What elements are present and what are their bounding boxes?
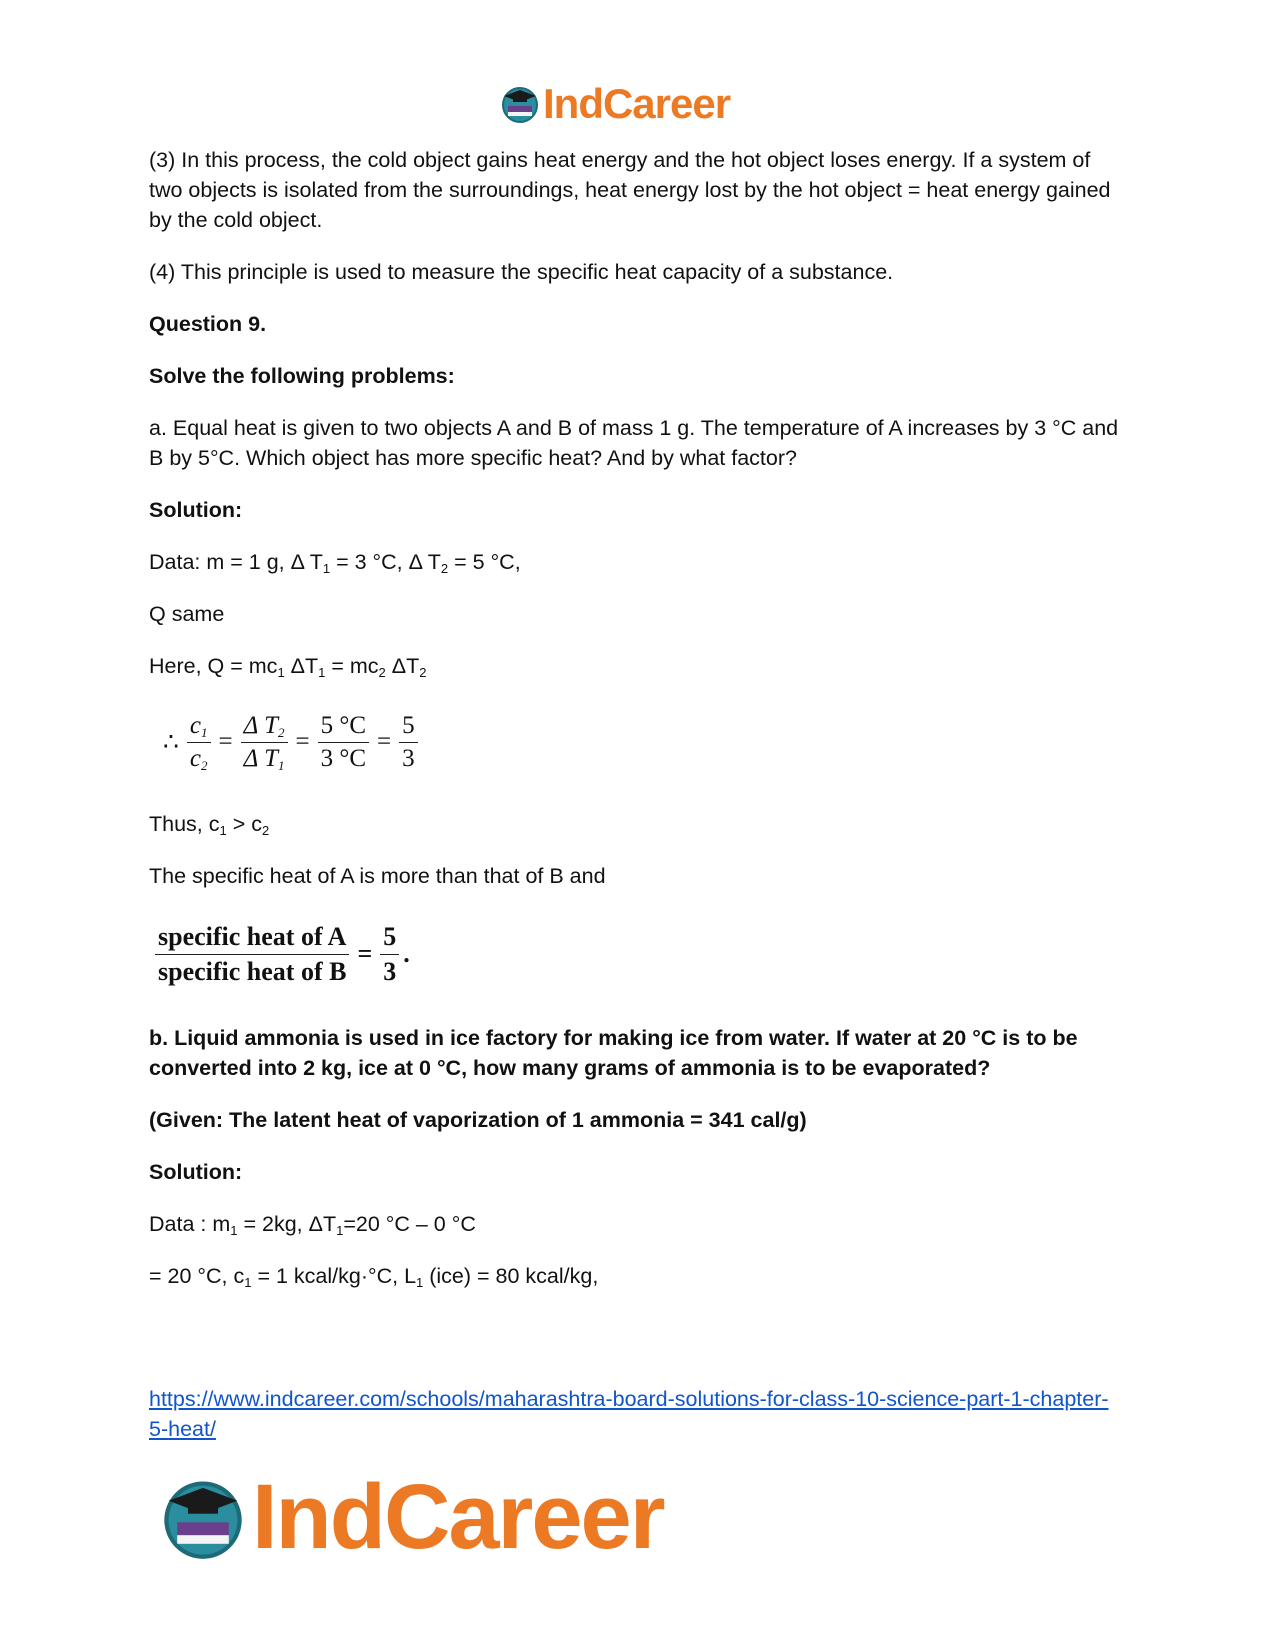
fraction-5c-3c: $\frac{5 ^\circ C}{3 ^\circ C}$ [318,712,369,773]
indcareer-logo-footer [160,1465,664,1570]
fraction-dt2-dt1: $\frac{\Delta T_2}{\Delta T_1}$ [241,712,288,773]
specific-heat-statement: The specific heat of A is more than that of B and [149,864,606,888]
q-same-line: Q same [149,602,225,626]
fraction-5-3: $\frac{5}{3}$ [399,712,418,773]
data-line-b: Data : $m_1 = 2kg$, $\Delta T_1=20$ °C – 0 °C [149,1212,476,1238]
data-line-a: Data: m = 1 g, Δ $T_1 = 3$ °C, Δ $T_2 = 5$ °C, [149,550,521,576]
question-instruction: Solve the following problems: [149,364,455,388]
question-a-text: a. Equal heat is given to two objects A and B of mass 1 g. The temperature of A increases by 3 °C and B by 5°C. Which object has more specific heat? And by what factor? [149,416,1119,470]
source-url-link[interactable]: https://www.indcareer.com/schools/maharashtra-board-solutions-for-class-10-science-part-1-chapter-5-heat/ [149,1387,1109,1441]
logo-wordmark: IndCareer [252,1466,664,1568]
fraction-c1-c2: $\frac{c_1}{c_2}$ [187,712,211,773]
document-body [149,145,1129,1313]
indcareer-logo-header [500,80,730,128]
data-line-b2: = 20 °C, $c_1 = 1$ kcal/kg·°C, $L_1$ (ice) = 80 kcal/kg, [149,1264,599,1290]
logo-wordmark: IndCareer [543,80,731,127]
solution-label-b: Solution: [149,1160,243,1184]
solution-label-a: Solution: [149,498,243,522]
ratio-equation-image: ∴ $\frac{c_1}{c_2}$ = $\frac{\Delta T_2}{\Delta T_1}$ = $\frac{5 ^\circ C}{3 ^\circ C}$ = $\frac{5}{3}$ [159,703,1129,781]
here-equation-line: Here, $Q = mc_1$ $\Delta T_1 = mc_2$ $\Delta T_2$ [149,654,427,680]
paragraph-point-3: (3) In this process, the cold object gains heat energy and the hot object loses energy. If a system of two objects is isolated from the surroundings, heat energy lost by the hot object = heat energy gained by the cold object. [149,148,1111,232]
graduation-globe-icon [160,1475,246,1561]
question-heading: Question 9. [149,312,267,336]
thus-line: Thus, $c_1 > c_2$ [149,812,270,838]
specific-heat-ratio-image: $\frac{\text{specific heat of A}}{\text{specific heat of B}}$ = $\frac{5}{3}$ . [151,913,1129,995]
fraction-specific-heats: $\frac{\text{specific heat of A}}{\text{specific heat of B}}$ [155,922,349,987]
footer-link-container [149,1384,1109,1444]
given-latent-heat: (Given: The latent heat of vaporization of 1 ammonia = 341 cal/g) [149,1108,807,1132]
fraction-5-3-bold: $\frac{5}{3}$ [380,922,399,987]
graduation-globe-icon [500,84,540,124]
therefore-symbol: ∴ [163,729,179,756]
paragraph-point-4: (4) This principle is used to measure the specific heat capacity of a substance. [149,260,894,284]
question-b-text: b. Liquid ammonia is used in ice factory for making ice from water. If water at 20 °C is to be converted into 2 kg, ice at 0 °C, how many grams of ammonia is to be evaporated? [149,1026,1078,1080]
